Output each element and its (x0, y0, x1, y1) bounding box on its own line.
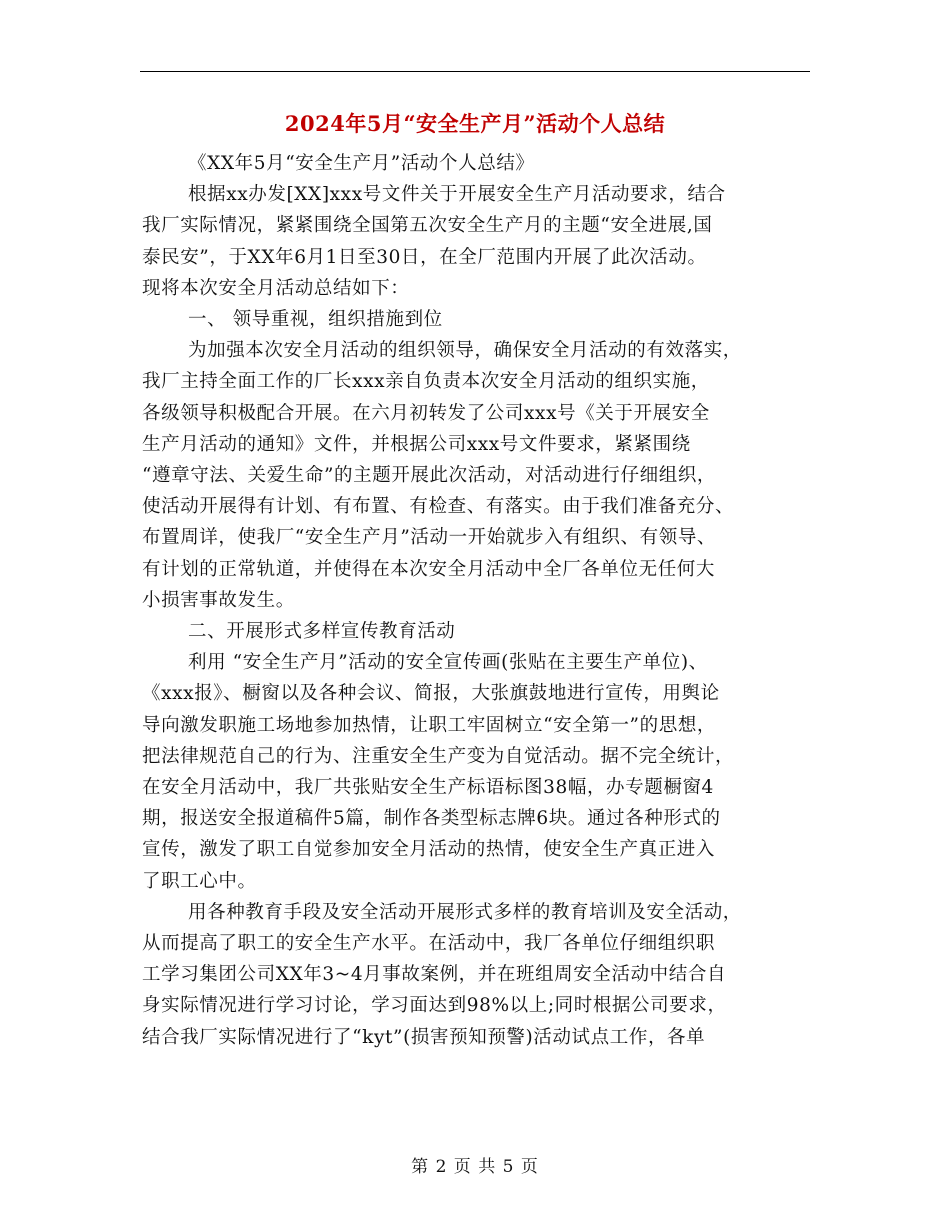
text-line: 身实际情况进行学习讨论，学习面达到98%以上;同时根据公司要求， (142, 995, 727, 1017)
text-line: 从而提高了职工的安全生产水平。在活动中，我厂各单位仔细组织职 (142, 933, 716, 955)
heading-line: 二、开展形式多样宣传教育活动 (188, 621, 456, 643)
text-line: 利用 “安全生产月”活动的安全宣传画(张贴在主要生产单位)、 (188, 652, 708, 674)
text-line: 布置周详，使我厂“安全生产月”活动一开始就步入有组织、有领导、 (142, 527, 717, 549)
section3-paragraph (142, 897, 812, 1053)
section2-heading (142, 616, 812, 647)
text-line: 结合我厂实际情况进行了“kyt”(损害预知预警)活动试点工作，各单 (142, 1026, 706, 1048)
section2-paragraph (142, 647, 812, 897)
header-rule (140, 71, 810, 72)
text-line: 《xxx报》、橱窗以及各种会议、简报，大张旗鼓地进行宣传，用舆论 (142, 683, 720, 705)
text-line: 用各种教育手段及安全活动开展形式多样的教育培训及安全活动， (188, 901, 742, 923)
text-line: 有计划的正常轨道，并使得在本次安全月活动中全厂各单位无任何大 (142, 558, 716, 580)
text-line: 我厂实际情况，紧紧围绕全国第五次安全生产月的主题“安全进展,国 (142, 215, 713, 237)
heading-line: 一、 领导重视，组织措施到位 (188, 309, 443, 331)
page-title: 2024年5月“安全生产月”活动个人总结 (284, 111, 666, 136)
section1-paragraph (142, 335, 812, 616)
text-line: 在安全月活动中，我厂共张贴安全生产标语标图38幅，办专题橱窗4 (142, 777, 714, 799)
intro-paragraph (142, 179, 812, 304)
subtitle-line: 《XX年5月“安全生产月”活动个人总结》 (188, 153, 535, 174)
text-line: 现将本次安全月活动总结如下： (142, 277, 410, 299)
subtitle-paragraph (142, 148, 812, 179)
document-body (142, 148, 812, 1053)
text-line: 了职工心中。 (142, 870, 257, 892)
text-line: 工学习集团公司XX年3~4月事故案例，并在班组周安全活动中结合自 (142, 964, 727, 986)
text-line: 我厂主持全面工作的厂长xxx亲自负责本次安全月活动的组织实施， (142, 371, 710, 393)
section1-heading (142, 304, 812, 335)
text-line: 小损害事故发生。 (142, 589, 295, 611)
text-line: 为加强本次安全月活动的组织领导，确保安全月活动的有效落实， (188, 340, 742, 362)
text-line: 根据xx办发[XX]xxx号文件关于开展安全生产月活动要求，结合 (188, 184, 726, 206)
text-line: 各级领导积极配合开展。在六月初转发了公司xxx号《关于开展安全 (142, 402, 710, 424)
page-number: 第 2 页 共 5 页 (411, 1157, 539, 1177)
text-line: 泰民安”，于XX年6月1日至30日，在全厂范围内开展了此次活动。 (142, 246, 707, 268)
text-line: 生产月活动的通知》文件，并根据公司xxx号文件要求，紧紧围绕 (142, 433, 691, 455)
text-line: 把法律规范自己的行为、注重安全生产变为自觉活动。据不完全统计， (142, 745, 735, 767)
text-line: 导向激发职施工场地参加热情，让职工牢固树立“安全第一”的思想， (142, 714, 717, 736)
text-line: 使活动开展得有计划、有布置、有检查、有落实。由于我们准备充分、 (142, 496, 735, 518)
text-line: “遵章守法、关爱生命”的主题开展此次活动，对活动进行仔细组织， (142, 465, 717, 487)
text-line: 期，报送安全报道稿件5篇，制作各类型标志牌6块。通过各种形式的 (142, 808, 721, 830)
text-line: 宣传，激发了职工自觉参加安全月活动的热情，使安全生产真正进入 (142, 839, 716, 861)
